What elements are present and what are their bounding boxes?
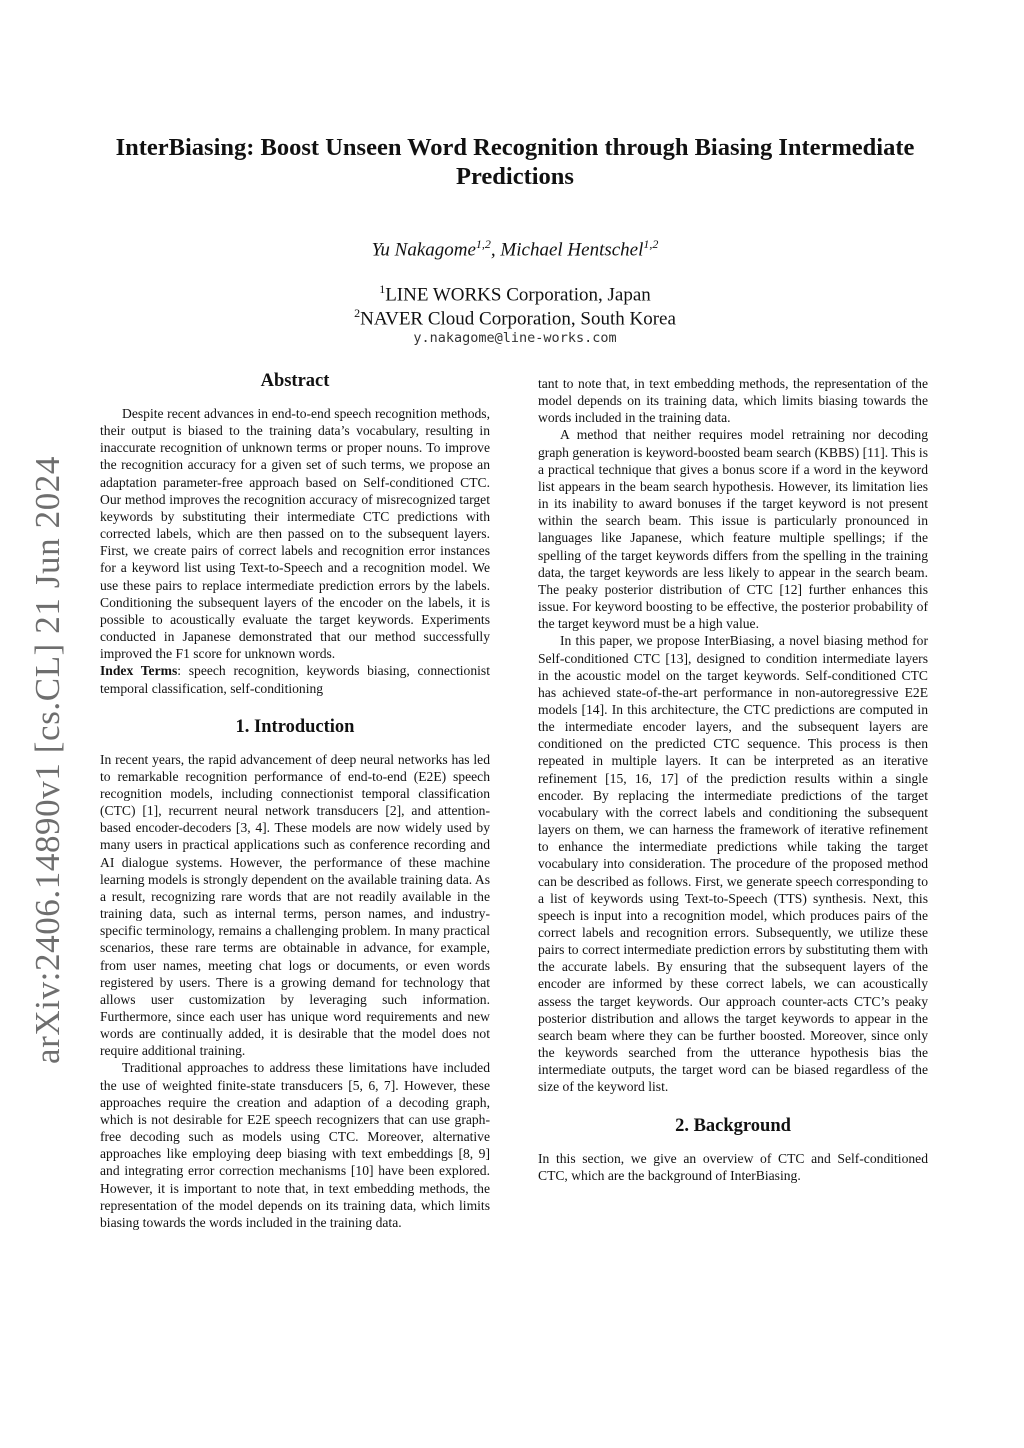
author-affil-sup: 1,2 [475, 237, 491, 251]
index-terms-label: Index Terms [100, 663, 178, 679]
affiliation-sup: 1 [379, 282, 386, 296]
intro-paragraph-4: In this paper, we propose InterBiasing, a novel biasing method for Self-conditioned CTC [13], designed to condition intermediate layers in the acoustic model on the target keywords. Self-conditioned CTC has achieved state-of-the-art performance in non-autoregressive E2E models [14]. In this architecture, the CTC predictions are computed in the intermediate encoder layers, and the subsequent layers are conditioned on the predicted CTC sequence. This process is then repeated in multiple layers. It can be interpreted as an iterative refinement [15, 16, 17] of the prediction results within a single encoder. By replacing the intermediate predictions of the target vocabulary with the correct labels and conditioning the subsequent layers on them, we can harness the framework of iterative refinement to enhance the intermediate predictions while taking the target vocabulary into consideration. The procedure of the proposed method can be described as follows. First, we generate speech corresponding to a list of keywords using Text-to-Speech (TTS) synthesis. Next, this speech is input into a recognition model, which produces pairs of the correct labels and recognition errors. Subsequently, we utilize these pairs to correct intermediate prediction errors by substituting them with the accurate labels. By ensuring that the subsequent layers of the encoder are informed by these correct labels, we can acoustically assess the target keywords. Our approach counter-acts CTC’s peaky posterior distribution and allows the target keywords to appear in the search beam where they can be further boosted. Moreover, since only the keywords searched from the utterance hypothesis bias the intermediate outputs, the target word can be biased regardless of the size of the keyword list. [538, 633, 928, 1095]
intro-paragraph-2: Traditional approaches to address these limitations have included the use of weighted finite-state transducers [5, 6, 7]. However, these approaches require the creation and adaption of a decoding graph, which is not desirable for E2E speech recognizers that can use graph-free decoding such as models using CTC. Moreover, alternative approaches like employing deep biasing with text embeddings [8, 9] and integrating error correction mechanisms [10] have been explored. However, it is important to note that, in text embedding methods, the representation of the model depends on its training data, which limits biasing towards the words included in the training data. [100, 1060, 490, 1230]
author-list [100, 232, 930, 262]
author-email: y.nakagome@line-works.com [413, 330, 617, 346]
affiliation-text: NAVER Cloud Corporation, South Korea [360, 308, 676, 330]
right-column [538, 375, 928, 1184]
abstract-text: Despite recent advances in end-to-end speech recognition methods, their output is biased to the training data’s vocabulary, resulting in inaccurate recognition of unknown terms or proper nouns. To improve the recognition accuracy for a given set of such terms, we propose an adaptation parameter-free approach based on Self-conditioned CTC. Our method improves the recognition accuracy of misrecognized target keywords by substituting their intermediate CTC predictions with corrected labels, which are then passed on to the subsequent layers. First, we create pairs of correct labels and recognition error instances for a keyword list using Text-to-Speech and a recognition model. We use these pairs to replace intermediate prediction errors by the labels. Conditioning the subsequent layers of the encoder on the labels, it is possible to acoustically evaluate the target keywords. Experiments conducted in Japanese demonstrated that our method successfully improved the F1 score for unknown words. [100, 406, 490, 662]
paper-title: InterBiasing: Boost Unseen Word Recognition through Biasing Intermediate Predictions [115, 134, 915, 190]
author-name: Michael Hentschel [500, 239, 644, 261]
affiliation-sup: 2 [354, 306, 361, 320]
intro-paragraph-3: A method that neither requires model retraining nor decoding graph generation is keyword-boosted beam search (KBBS) [11]. This is a practical technique that gives a bonus score if a word in the keyword list appears in the beam search hypothesis. However, its limitation lies in its inability to award bonuses if the target keyword is not present within the search beam. This issue is particularly pronounced in languages like Japanese, which feature multiple spellings; if the spelling of the target keywords differs from the spelling in the training data, the target keywords are less likely to appear in the search beam. The peaky posterior distribution of CTC [12] further enhances this issue. For keyword boosting to be effective, the posterior probability of the target keyword must be a high value. [538, 427, 928, 632]
section-heading-background: 2. Background [675, 1115, 791, 1136]
index-terms [100, 662, 490, 696]
background-paragraph-1: In this section, we give an overview of CTC and Self-conditioned CTC, which are the background of InterBiasing. [538, 1150, 928, 1183]
left-column [100, 370, 490, 1230]
author-name: Yu Nakagome [371, 239, 476, 261]
abstract-heading: Abstract [260, 371, 330, 391]
intro-paragraph-1: In recent years, the rapid advancement of deep neural networks has led to remarkable recognition performance of end-to-end (E2E) speech recognition models, including connectionist temporal classification (CTC) [1], recurrent neural network transducers [2], and attention-based encoder-decoders [3, 4]. These models are now widely used by many users in practical applications such as conference recording and AI dialogue systems. However, the performance of these machine learning models is strongly dependent on the available training data. As a result, recognizing rare words that are not readily available in the training data, such as internal terms, person names, and industry-specific terminology, remains a challenging problem. In many practical scenarios, these rare terms are obtainable in advance, for example, from user names, meeting chat logs or documents, or even words registered by users. There is a growing demand for technology that allows user customization by leveraging such information. Furthermore, since each user has unique word requirements and new words are continually added, it is desirable that the model does not require additional training. [100, 751, 490, 1059]
section-heading-introduction: 1. Introduction [235, 716, 355, 737]
arxiv-identifier: arXiv:2406.14890v1 [cs.CL] 21 Jun 2024 [28, 455, 67, 1065]
author-affil-sup: 1,2 [643, 237, 659, 251]
affiliation [100, 301, 930, 331]
intro-paragraph-2-continued: tant to note that, in text embedding methods, the representation of the model depends on its training data, which limits biasing towards the words included in the training data. [538, 376, 928, 426]
author-separator: , [490, 239, 501, 261]
index-terms-text: : speech recognition, keywords biasing, connectionist temporal classification, self-conditioning [100, 663, 490, 696]
affiliation-text: LINE WORKS Corporation, Japan [385, 284, 651, 306]
